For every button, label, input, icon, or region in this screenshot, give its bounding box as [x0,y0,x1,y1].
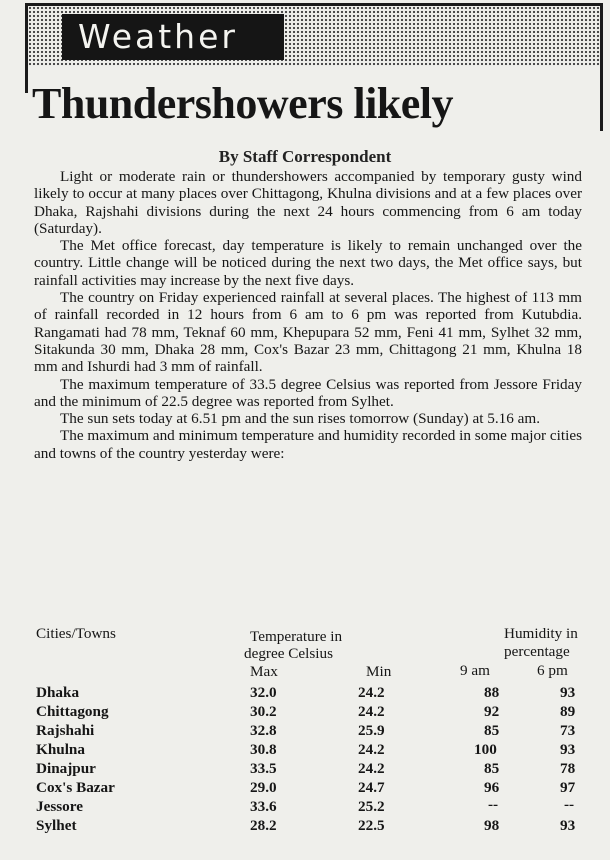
max-value: 33.6 [250,798,277,815]
city-name: Khulna [36,741,85,758]
humidity-9am: 88 [484,684,500,701]
max-value: 32.0 [250,684,277,701]
min-value: 22.5 [358,817,385,834]
city-name: Dinajpur [36,760,96,777]
min-value: 25.2 [358,798,385,815]
table-row [34,722,586,741]
humidity-9am: 96 [484,779,500,796]
city-name: Cox's Bazar [36,779,115,796]
header-temperature-2: degree Celsius [244,645,333,662]
section-label: Weather [62,14,284,60]
humidity-6pm: 89 [560,703,576,720]
header-humidity-2: percentage [504,643,570,660]
table-row [34,703,586,722]
city-name: Dhaka [36,684,80,701]
min-value: 24.2 [358,703,385,720]
paragraph: The sun sets today at 6.51 pm and the sun rises tomorrow (Sunday) at 5.16 am. [60,410,541,428]
header-temperature-1: Temperature in [250,628,343,645]
table-row [34,779,586,798]
min-value: 24.2 [358,684,385,701]
table-row [34,817,586,836]
humidity-6pm: -- [564,796,575,813]
paragraph: Light or moderate rain or thundershowers accompanied by temporary gusty wind likely to occur at many places over Chittagong, Khulna divisions and at a few places over Dhaka, Rajshahi divisions during the next 24 hours commencing from 6 am today (Saturday). [34,168,582,237]
weather-table [34,625,586,845]
header-humidity-1: Humidity in [504,625,578,642]
min-value: 24.2 [358,760,385,777]
paragraph: The maximum and minimum temperature and humidity recorded in some major cities and towns of the country yesterday were: [34,427,582,462]
header-9am: 9 am [460,662,490,679]
header-max: Max [250,663,278,680]
min-value: 24.7 [358,779,385,796]
city-name: Rajshahi [36,722,95,739]
humidity-9am: -- [488,796,499,813]
table-row [34,684,586,703]
max-value: 33.5 [250,760,277,777]
max-value: 32.8 [250,722,277,739]
max-value: 29.0 [250,779,277,796]
table-row [34,798,586,817]
humidity-6pm: 93 [560,741,576,758]
headline: Thundershowers likely [32,79,454,128]
frame-right-rule [600,3,603,131]
header-min: Min [366,663,392,680]
humidity-6pm: 93 [560,684,576,701]
city-name: Sylhet [36,817,77,834]
humidity-9am: 85 [484,722,500,739]
table-row [34,741,586,760]
humidity-9am: 92 [484,703,500,720]
humidity-9am: 85 [484,760,500,777]
city-name: Jessore [36,798,83,815]
humidity-6pm: 78 [560,760,576,777]
min-value: 25.9 [358,722,385,739]
humidity-6pm: 93 [560,817,576,834]
table-row [34,760,586,779]
max-value: 30.8 [250,741,277,758]
article-body [34,168,582,462]
header-cities: Cities/Towns [36,625,116,642]
max-value: 28.2 [250,817,277,834]
byline: By Staff Correspondent [218,147,392,166]
header-6pm: 6 pm [537,662,568,679]
humidity-6pm: 73 [560,722,576,739]
min-value: 24.2 [358,741,385,758]
paragraph: The Met office forecast, day temperature is likely to remain unchanged over the country. Little change will be noticed during the next two days, the Met office says, but rainfall activities may increase by the next five days. [34,237,582,289]
humidity-9am: 98 [484,817,500,834]
paragraph: The country on Friday experienced rainfall at several places. The highest of 113 mm of rainfall recorded in 12 hours from 6 am to 6 pm was reported from Kutubdia. Rangamati had 78 mm, Teknaf 60 mm, Khepupara 52 mm, Feni 41 mm, Sylhet 32 mm, Sitakunda 30 mm, Dhaka 28 mm, Cox's Bazar 23 mm, Chittagong 21 mm, Khulna 18 mm and Ishurdi had 3 mm of rainfall. [34,289,582,376]
humidity-9am: 100 [474,741,497,758]
paragraph: The maximum temperature of 33.5 degree Celsius was reported from Jessore Friday and the minimum of 22.5 degree was reported from Sylhet. [34,375,582,410]
city-name: Chittagong [36,703,109,720]
humidity-6pm: 97 [560,779,576,796]
max-value: 30.2 [250,703,277,720]
